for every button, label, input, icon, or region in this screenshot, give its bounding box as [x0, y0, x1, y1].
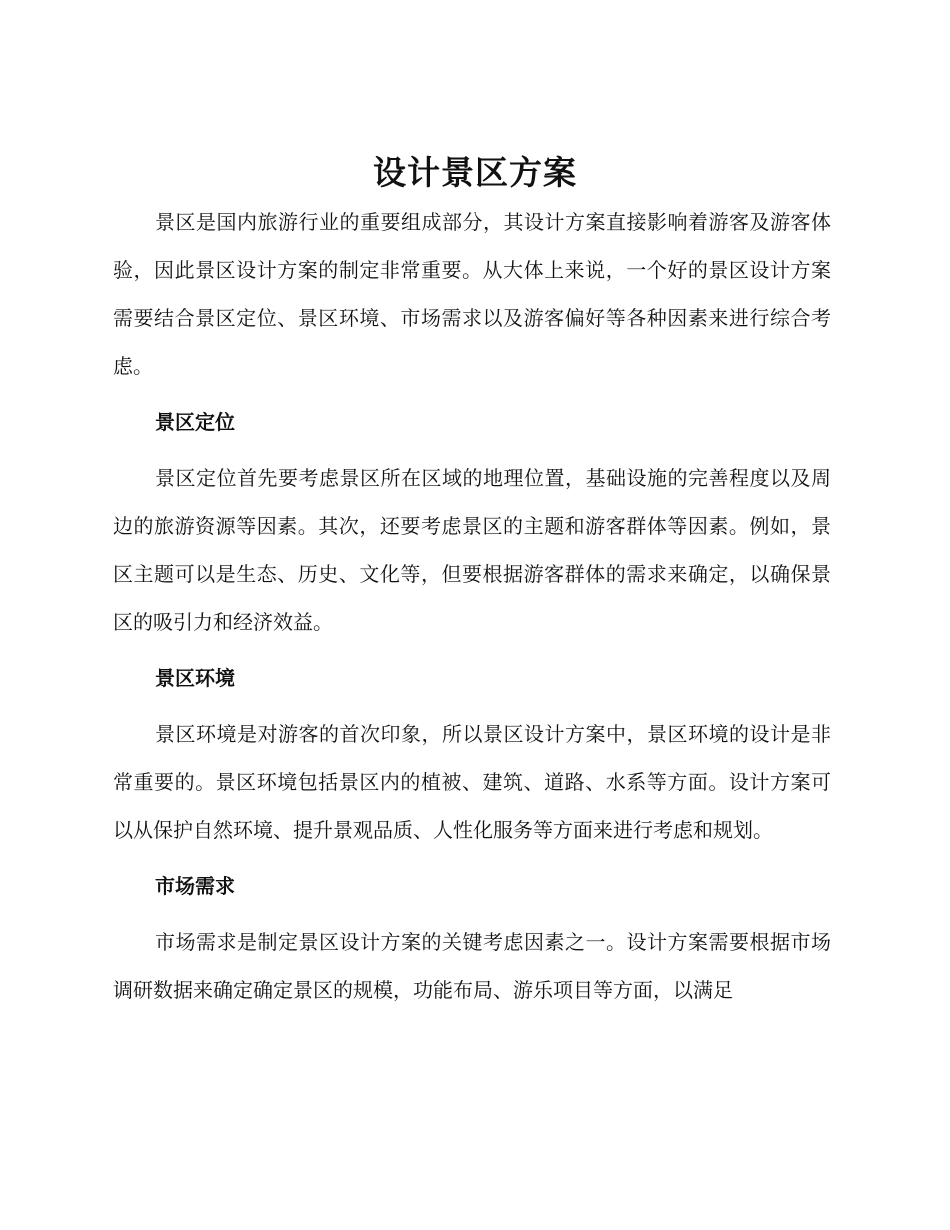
- section-heading-positioning: 景区定位: [155, 410, 235, 434]
- document-body: [113, 198, 831, 1014]
- section-heading-market: 市场需求: [155, 874, 235, 898]
- intro-paragraph: 景区是国内旅游行业的重要组成部分，其设计方案直接影响着游客及游客体验，因此景区设计方案的制定非常重要。从大体上来说，一个好的景区设计方案需要结合景区定位、景区环境、市场需求以及游客偏好等各种因素来进行综合考虑。: [113, 210, 831, 378]
- section-heading-environment: 景区环境: [155, 666, 235, 690]
- section-body-environment: 景区环境是对游客的首次印象，所以景区设计方案中，景区环境的设计是非常重要的。景区环境包括景区内的植被、建筑、道路、水系等方面。设计方案可以从保护自然环境、提升景观品质、人性化服务等方面来进行考虑和规划。: [113, 722, 831, 842]
- section-body-positioning: 景区定位首先要考虑景区所在区域的地理位置，基础设施的完善程度以及周边的旅游资源等因素。其次，还要考虑景区的主题和游客群体等因素。例如，景区主题可以是生态、历史、文化等，但要根据游客群体的需求来确定，以确保景区的吸引力和经济效益。: [113, 466, 831, 634]
- section-body-market: 市场需求是制定景区设计方案的关键考虑因素之一。设计方案需要根据市场调研数据来确定确定景区的规模，功能布局、游乐项目等方面，以满足: [113, 930, 831, 1002]
- document-title: 设计景区方案: [373, 153, 577, 192]
